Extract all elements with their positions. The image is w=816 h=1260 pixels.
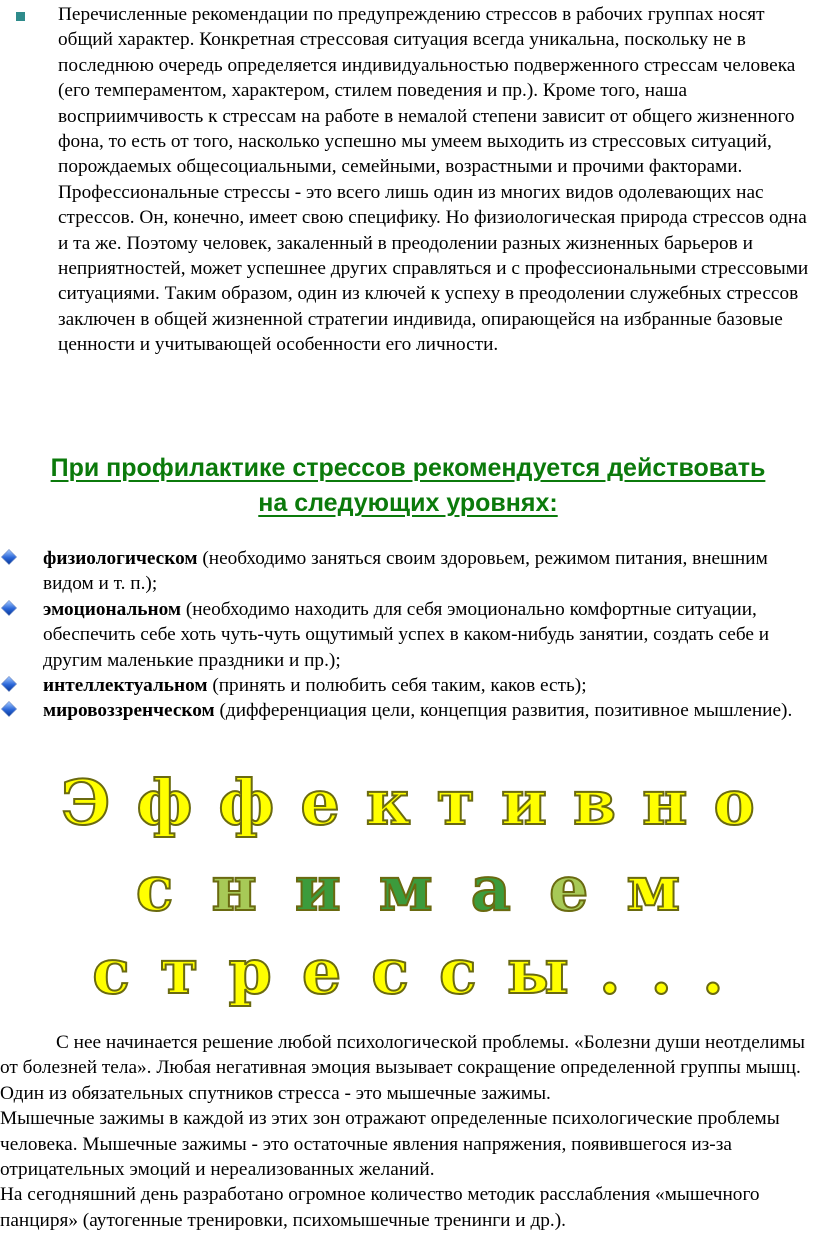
- diamond-bullet-icon: [2, 702, 16, 716]
- wordart-letter: м: [378, 852, 433, 925]
- list-item: [0, 597, 803, 673]
- wordart-letter: о: [713, 766, 755, 839]
- wordart-letter: н: [642, 766, 688, 839]
- wordart-letter: а: [470, 852, 511, 925]
- level-description: (принять и полюбить себя таким, каков есть);: [207, 675, 587, 697]
- list-item: [0, 698, 803, 723]
- wordart-letter: р: [228, 935, 272, 1008]
- wordart-letter: ы: [506, 935, 569, 1008]
- level-term: мировоззренческом: [43, 700, 215, 722]
- diamond-bullet-icon: [2, 550, 16, 564]
- level-term: эмоциональном: [43, 598, 181, 620]
- wordart-letter: м: [626, 852, 681, 925]
- level-description: (дифференциация цели, концепция развития, позитивное мышление).: [214, 700, 793, 722]
- wordart-line-2: [0, 852, 816, 925]
- level-term: интеллектуальном: [43, 675, 208, 697]
- levels-list: [0, 546, 816, 724]
- wordart-letter: т: [436, 766, 475, 839]
- wordart-letter: к: [365, 766, 411, 839]
- section-heading: [0, 451, 816, 521]
- wordart-letter: е: [301, 935, 342, 1008]
- wordart-letter: с: [439, 935, 477, 1008]
- wordart-letter: ф: [218, 766, 275, 839]
- section-heading-line-1: При профилактике стрессов рекомендуется действовать: [50, 454, 766, 482]
- wordart-letter: с: [135, 852, 174, 925]
- wordart-letter: и: [500, 766, 547, 839]
- outro-paragraph-1: С нее начинается решение любой психологической проблемы. «Болезни души неотделимы от болезней тела». Любая негативная эмоция вызывает сокращение определенной группы мышц. Один из обязательных спутников стресса - это мышечные зажимы.: [0, 1032, 805, 1104]
- diamond-bullet-icon: [2, 677, 16, 691]
- intro-paragraph: Перечисленные рекомендации по предупреждению стрессов в рабочих группах носят общий характер. Конкретная стрессовая ситуация всегда уникальна, поскольку не в последнюю очередь определяется индивидуальностью подверженного стрессам человека (его темпераментом, характером, стилем поведения и пр.). Кроме того, наша восприимчивость к стрессам на работе в немалой степени зависит от общего жизненного фона, то есть от того, насколько успешно мы умеем выходить из стрессовых ситуаций, порождаемых общесоциальными, семейными, возрастными и прочими факторами. Профессиональные стрессы - это всего лишь один из многих видов одолевающих нас стрессов. Он, конечно, имеет свою специфику. Но физиологическая природа стрессов одна и та же. Поэтому человек, закаленный в преодолении разных жизненных барьеров и неприятностей, может успешнее других справляться и с профессиональными стрессовыми ситуациями. Таким образом, один из ключей к успеху в преодолении служебных стрессов заключен в общей жизненной стратегии индивида, опирающейся на избранные базовые ценности и учитывающей особенности его личности.: [58, 4, 809, 356]
- wordart-letter: в: [572, 766, 617, 839]
- wordart-line-1: [0, 766, 816, 839]
- outro-section: [0, 1030, 816, 1233]
- wordart-letter: .: [650, 935, 673, 1008]
- wordart-letter: .: [598, 935, 621, 1008]
- wordart-letter: н: [211, 852, 257, 925]
- intro-section: [16, 2, 816, 358]
- section-heading-line-2: на следующих уровнях:: [258, 489, 558, 517]
- wordart-letter: Э: [61, 766, 111, 839]
- outro-paragraph-2: Мышечные зажимы в каждой из этих зон отражают определенные психологические проблемы человека. Мышечные зажимы - это остаточные явления напряжения, появившегося из-за отрицательных эмоций и нереализованных желаний.: [0, 1108, 780, 1181]
- wordart-letter: с: [92, 935, 131, 1008]
- square-bullet-icon: [16, 12, 25, 21]
- wordart-letter: т: [160, 935, 199, 1008]
- level-term: физиологическом: [43, 548, 198, 569]
- list-item: [0, 673, 803, 698]
- wordart-letter: е: [548, 852, 589, 925]
- list-item: [0, 546, 803, 597]
- wordart-letter: с: [371, 935, 410, 1008]
- diamond-bullet-icon: [2, 601, 16, 615]
- wordart-letter: ф: [136, 766, 193, 839]
- wordart-letter: е: [300, 766, 340, 839]
- wordart-letter: .: [702, 935, 724, 1008]
- level-description: (необходимо заняться своим здоровьем, режимом питания, внешним видом и т. п.);: [43, 548, 768, 595]
- wordart-line-3: [0, 935, 816, 1008]
- wordart-letter: и: [294, 852, 341, 925]
- outro-paragraph-3: На сегодняшний день разработано огромное количество методик расслабления «мышечного панциря» (аутогенные тренировки, психомышечные тренинги и др.).: [0, 1184, 760, 1231]
- level-description: (необходимо находить для себя эмоционально комфортные ситуации, обеспечить себе хоть чуть-чуть ощутимый успех в каком-нибудь занятии, создать себе и другим маленькие праздники и пр.);: [43, 598, 770, 671]
